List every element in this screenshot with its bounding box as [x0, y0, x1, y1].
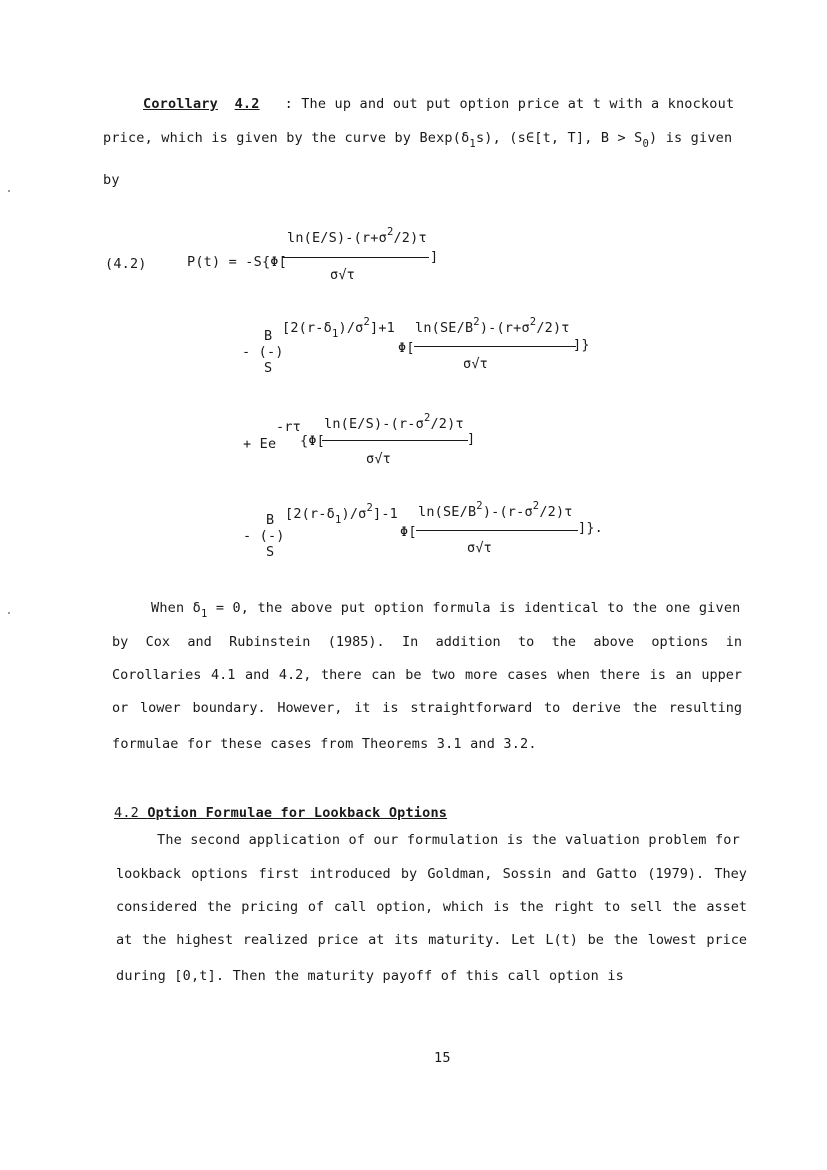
- word: lookback: [116, 866, 182, 882]
- word: an: [675, 667, 692, 683]
- word: However,: [277, 700, 343, 716]
- word: 4.1: [210, 667, 236, 683]
- word: lower: [140, 700, 181, 716]
- word: In: [402, 634, 419, 650]
- word: there: [321, 667, 362, 683]
- term2-denominator: σ√τ: [463, 356, 488, 372]
- para2-line-2: [116, 866, 747, 882]
- delta-symbol: δ: [461, 130, 470, 146]
- word: be: [587, 932, 604, 948]
- word: the: [632, 700, 658, 716]
- corollary-text: ) is given: [649, 130, 733, 146]
- para2-line-3: [116, 899, 747, 915]
- corollary-line-1: [143, 96, 734, 112]
- term3-close-bracket: ]: [467, 431, 476, 447]
- term4-B: B: [266, 512, 275, 528]
- equation-tag: (4.2): [105, 256, 147, 272]
- corollary-line-2: [103, 130, 733, 150]
- term1-lhs: P(t) = -S{Φ[: [187, 254, 287, 270]
- word: the: [551, 634, 577, 650]
- para2-line-1: The second application of our formulation is the valuation problem for: [157, 832, 740, 848]
- page-number: 15: [434, 1050, 451, 1066]
- corollary-number: 4.2: [234, 96, 260, 112]
- word: right: [553, 899, 595, 915]
- corollary-line-3: [103, 172, 120, 188]
- word: Sossin: [502, 866, 552, 882]
- word: which: [442, 899, 484, 915]
- word: considered: [116, 899, 198, 915]
- scan-speck: [8, 612, 10, 614]
- word: Goldman,: [427, 866, 493, 882]
- word: boundary.: [192, 700, 266, 716]
- term2-close-bracket: ]}: [573, 337, 590, 353]
- term3-fraction-bar: [322, 440, 468, 441]
- word: (1985).: [327, 634, 385, 650]
- word: at: [116, 932, 133, 948]
- term4-paren: - (-): [243, 528, 285, 544]
- section-title: Option Formulae for Lookback Options: [147, 805, 448, 821]
- word: by: [112, 634, 129, 650]
- para2-line-4: [116, 932, 747, 948]
- word: it: [354, 700, 371, 716]
- word: straightforward: [410, 700, 533, 716]
- word: introduced: [309, 866, 391, 882]
- word: 4.2,: [278, 667, 312, 683]
- term3-denominator: σ√τ: [366, 451, 391, 467]
- term4-numerator: $\ln(SE/B^2)-(r-\sigma^2/2)\tau$: [418, 500, 573, 520]
- term2-paren: - (-): [242, 344, 284, 360]
- word: to: [603, 899, 621, 915]
- term2-S: S: [264, 360, 273, 376]
- word: pricing: [241, 899, 299, 915]
- corollary-label: Corollary: [143, 96, 218, 112]
- word: resulting: [668, 700, 742, 716]
- word: by: [400, 866, 418, 882]
- term4-phi: Φ[: [400, 524, 417, 540]
- word: and: [187, 634, 212, 650]
- word: asset: [706, 899, 747, 915]
- term4-fraction-bar: [416, 530, 578, 531]
- corollary-text: by: [103, 172, 120, 188]
- word: sell: [629, 899, 663, 915]
- term3-Ee: + Ee: [243, 436, 277, 452]
- word: the: [519, 899, 544, 915]
- word: highest: [176, 932, 234, 948]
- term3-exponent: -rτ: [276, 419, 301, 435]
- word: of: [307, 899, 325, 915]
- word: two: [431, 667, 456, 683]
- word: Corollaries: [112, 667, 202, 683]
- para1-line-1: When $\delta_1 = 0$, the above put option formula is identical to the one given: [151, 600, 741, 620]
- word: and: [561, 866, 587, 882]
- word: in: [725, 634, 742, 650]
- section-heading: [114, 805, 447, 821]
- term1-fraction-bar: [282, 257, 429, 258]
- word: the: [207, 899, 232, 915]
- word: cases: [507, 667, 548, 683]
- word: lowest: [647, 932, 697, 948]
- subscript: 0: [642, 138, 650, 150]
- word: is: [493, 899, 510, 915]
- para1-line-3: [112, 667, 742, 683]
- word: the: [613, 932, 639, 948]
- word: first: [258, 866, 300, 882]
- corollary-text: s), (s∈[t, T], B > S: [475, 130, 643, 146]
- para1-line-4: [112, 700, 742, 716]
- word: price: [317, 932, 359, 948]
- word: options: [651, 634, 709, 650]
- term3-phi: {Φ[: [300, 433, 325, 449]
- corollary-text: price, which is given by the curve by Bexp(: [103, 130, 462, 146]
- para2-line-5: during [0,t]. Then the maturity payoff of this call option is: [116, 968, 624, 984]
- term2-exponent: $[2(r-\delta_1)/\sigma^2]+1$: [282, 316, 395, 340]
- word: at: [368, 932, 385, 948]
- para1-line-5: formulae for these cases from Theorems 3.1 and 3.2.: [112, 736, 537, 752]
- word: option,: [376, 899, 434, 915]
- term1-denominator: σ√τ: [330, 267, 355, 283]
- term4-denominator: σ√τ: [467, 540, 492, 556]
- word: to: [518, 634, 535, 650]
- term2-numerator: $\ln(SE/B^2)-(r+\sigma^2/2)\tau$: [415, 316, 570, 336]
- section-number: 4.2: [114, 805, 139, 821]
- term2-B: B: [264, 328, 273, 344]
- word: be: [405, 667, 422, 683]
- word: realized: [242, 932, 308, 948]
- corollary-text: : The up and out put option price at t with a knockout: [284, 96, 735, 112]
- term2-phi: Φ[: [398, 340, 415, 356]
- word: They: [714, 866, 747, 882]
- word: there: [599, 667, 641, 683]
- word: can: [371, 667, 396, 683]
- word: (1979).: [647, 866, 705, 882]
- word: price: [706, 932, 747, 948]
- word: or: [112, 700, 129, 716]
- word: when: [557, 667, 590, 683]
- term2-fraction-bar: [414, 346, 576, 347]
- word: options: [191, 866, 249, 882]
- word: L(t): [545, 932, 578, 948]
- term1-numerator: $\ln(E/S)-(r+\sigma^2/2)\tau$: [287, 226, 427, 246]
- word: addition: [435, 634, 501, 650]
- word: Cox: [145, 634, 171, 650]
- word: Let: [511, 932, 536, 948]
- term3-numerator: $\ln(E/S)-(r-\sigma^2/2)\tau$: [324, 412, 464, 432]
- term1-close-bracket: ]: [430, 249, 439, 265]
- scan-speck: [8, 190, 10, 192]
- word: derive: [572, 700, 621, 716]
- word: is: [382, 700, 399, 716]
- word: more: [465, 667, 498, 683]
- word: Rubinstein: [229, 634, 311, 650]
- term4-S: S: [266, 544, 275, 560]
- word: and: [244, 667, 270, 683]
- word: to: [544, 700, 561, 716]
- term4-close-bracket: ]}.: [578, 520, 603, 536]
- word: above: [593, 634, 635, 650]
- word: its: [394, 932, 419, 948]
- word: maturity.: [428, 932, 502, 948]
- word: call: [333, 899, 367, 915]
- word: upper: [701, 667, 742, 683]
- term4-exponent: $[2(r-\delta_1)/\sigma^2]-1$: [285, 502, 398, 526]
- word: the: [672, 899, 697, 915]
- word: Gatto: [596, 866, 637, 882]
- word: is: [649, 667, 666, 683]
- word: the: [142, 932, 167, 948]
- subscript: 1: [469, 138, 476, 150]
- para1-line-2: [112, 634, 742, 650]
